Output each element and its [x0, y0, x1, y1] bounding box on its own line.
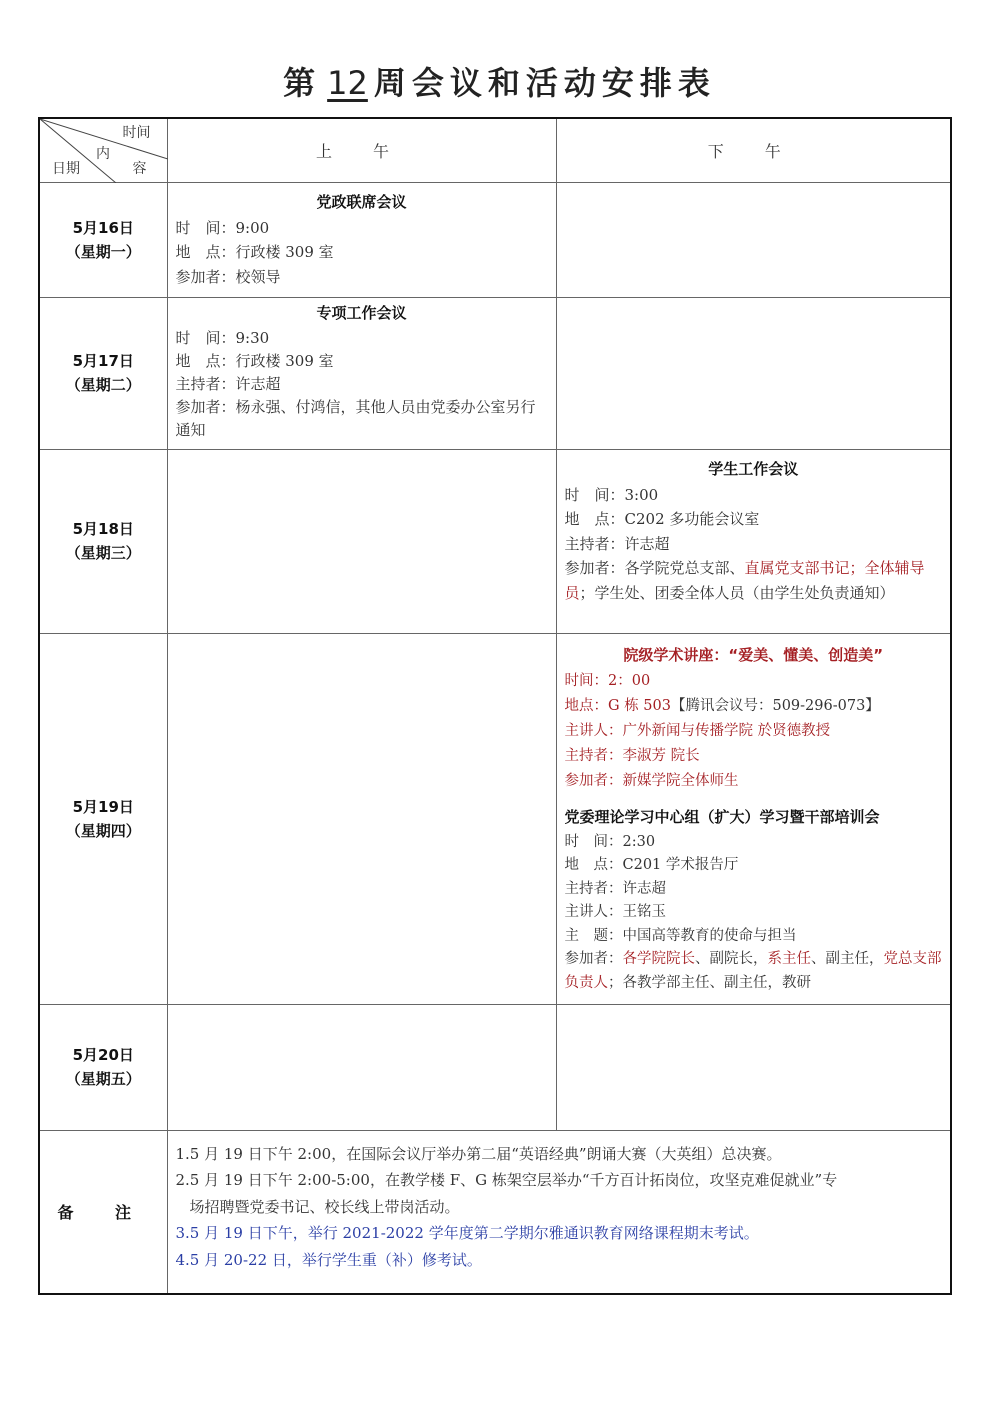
date-label: 5月16日: [72, 218, 134, 237]
date-cell: [39, 182, 167, 297]
session-host: 主持者：许志超: [564, 880, 666, 897]
event-time: 时 间：9:30: [175, 328, 270, 347]
attendees-part: 参加者：各学院党总支部、: [564, 559, 745, 577]
meeting-number: 【腾讯会议号：509-296-073】: [670, 697, 880, 714]
notes-row: [39, 1130, 951, 1294]
header-row: [39, 118, 951, 182]
lecture-place: [565, 694, 943, 719]
event-attendees: 参加者：校领导: [175, 267, 281, 286]
corner-date-label: 日期: [52, 161, 80, 177]
event-cell-wednesday-morning: [167, 449, 556, 633]
notes-cell: [167, 1130, 951, 1294]
date-cell: [39, 1004, 167, 1130]
title-suffix: 周会议和活动安排表: [373, 64, 716, 102]
note-item-continued: 场招聘暨党委书记、校长线上带岗活动。: [189, 1197, 460, 1216]
session-time: 时 间：2:30: [564, 833, 656, 850]
event-place: 地 点：行政楼 309 室: [175, 243, 334, 261]
corner-cell: [39, 118, 167, 182]
day-row-monday: [39, 182, 951, 297]
attendees-part: ；各教学部主任、副主任，教研: [608, 974, 811, 991]
event-title: 党政联席会议: [316, 192, 407, 211]
date-label: 5月17日: [72, 352, 134, 370]
event-title: 专项工作会议: [316, 303, 407, 322]
notes-label: 备 注: [39, 1130, 167, 1294]
lecture-speaker: 主讲人：广外新闻与传播学院 於贤德教授: [564, 722, 831, 739]
header-afternoon: 下 午: [556, 118, 951, 182]
weekday-label: （星期二）: [65, 376, 141, 394]
event-cell-friday-morning: [167, 1004, 556, 1130]
attendees-part: ；学生处、团委全体人员（由学生处负责通知）: [579, 583, 895, 602]
study-session-title: 党委理论学习中心组（扩大）学习暨干部培训会: [564, 807, 880, 826]
event-cell-thursday-morning: [167, 633, 556, 1004]
attendees-highlight: 系主任: [767, 951, 811, 967]
attendees-highlight: 党总支部负责人: [564, 951, 942, 991]
event-cell-thursday-afternoon: [556, 633, 951, 1004]
note-item: 3.5 月 19 日下午，举行 2021-2022 学年度第二学期尔雅通识教育网络课程期末考试。: [175, 1224, 759, 1242]
header-morning: 上 午: [167, 118, 556, 182]
page-title: [0, 58, 999, 104]
corner-time-label: 时间: [122, 125, 151, 141]
note-item: 4.5 月 20-22 日，举行学生重（补）修考试。: [175, 1250, 482, 1269]
event-cell-friday-afternoon: [556, 1004, 951, 1130]
note-item: 2.5 月 19 日下午 2:00-5:00，在教学楼 F、G 栋架空层举办“千方百计拓岗位，攻坚克难促就业”专: [175, 1171, 838, 1189]
session-speaker: 主讲人：王铭玉: [564, 904, 666, 920]
day-row-thursday: [39, 633, 951, 1004]
session-place: 地 点：C201 学术报告厅: [564, 857, 739, 873]
event-cell-monday-morning: [167, 182, 556, 297]
event-attendees: 参加者：杨永强、付鸿信，其他人员由党委办公室另行通知: [175, 397, 536, 439]
lecture-time: 时间：2：00: [564, 672, 651, 689]
attendees-highlight: 直属党支部书记；全体辅导员: [564, 559, 925, 602]
weekday-label: （星期三）: [65, 544, 141, 562]
week-number: 12: [327, 64, 368, 102]
date-label: 5月18日: [72, 520, 134, 538]
day-row-friday: [39, 1004, 951, 1130]
event-cell-tuesday-afternoon: [556, 297, 951, 449]
date-label: 5月20日: [72, 1046, 134, 1064]
weekday-label: （星期五）: [65, 1070, 141, 1088]
lecture-title: 院级学术讲座：“爱美、懂美、创造美”: [623, 645, 884, 664]
day-row-wednesday: [39, 449, 951, 633]
date-label: 5月19日: [72, 797, 134, 816]
date-cell: [39, 449, 167, 633]
event-place: 地 点：行政楼 309 室: [175, 351, 334, 370]
event-cell-wednesday-afternoon: [556, 449, 951, 633]
day-row-tuesday: [39, 297, 951, 449]
schedule-table: [38, 117, 952, 1295]
corner-content-label-2: 容: [132, 161, 147, 177]
lecture-host: 主持者：李淑芳 院长: [564, 747, 700, 764]
event-place: 地 点：C202 多功能会议室: [564, 510, 760, 528]
date-cell: [39, 297, 167, 449]
event-attendees: [565, 556, 943, 605]
event-cell-tuesday-morning: [167, 297, 556, 449]
title-prefix: 第: [283, 64, 322, 102]
lecture-attendees: 参加者：新媒学院全体师生: [564, 772, 739, 789]
event-cell-monday-afternoon: [556, 182, 951, 297]
event-title: 学生工作会议: [708, 459, 799, 478]
date-cell: [39, 633, 167, 1004]
event-time: 时 间：3:00: [564, 485, 659, 504]
attendees-part: 、副院长，: [695, 951, 768, 967]
attendees-highlight: 各学院院长: [622, 951, 695, 967]
weekday-label: （星期四）: [65, 821, 141, 840]
session-topic: 主 题：中国高等教育的使命与担当: [564, 927, 797, 944]
session-attendees: [565, 948, 943, 995]
event-host: 主持者：许志超: [564, 534, 670, 553]
attendees-part: 参加者：: [564, 951, 623, 967]
weekday-label: （星期一）: [65, 242, 141, 261]
event-time: 时 间：9:00: [175, 218, 270, 237]
corner-content-label-1: 内: [96, 146, 110, 162]
attendees-part: 、副主任，: [811, 951, 884, 967]
place-part: 地点：G 栋 503: [564, 697, 671, 714]
note-item: 1.5 月 19 日下午 2:00，在国际会议厅举办第二届“英语经典”朗诵大赛（大英组）总决赛。: [175, 1144, 782, 1163]
event-host: 主持者：许志超: [175, 374, 281, 393]
